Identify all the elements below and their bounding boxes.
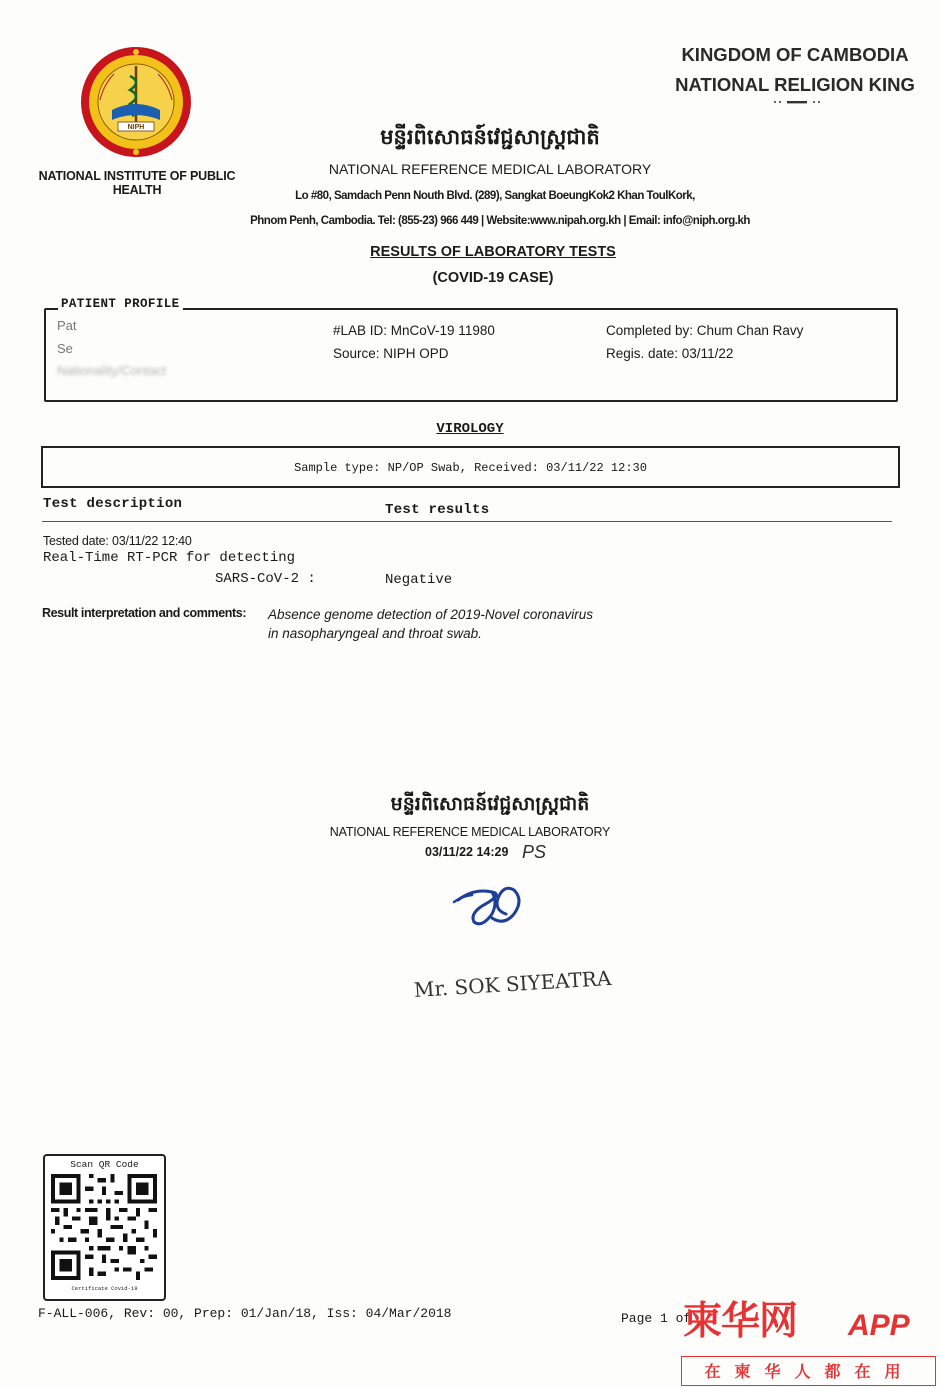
watermark-slogan: 在柬华人都在用 [704, 1364, 915, 1381]
test-description-header: Test description [43, 496, 183, 512]
address-line-1: Lo #80, Samdach Penn Nouth Blvd. (289), Sangkat BoeungKok2 Khan ToulKork, [295, 190, 695, 202]
kingdom-line-2: NATIONAL RELIGION KING [675, 74, 915, 95]
registration-date: Regis. date: 03/11/22 [606, 346, 734, 361]
ornament-divider-icon [771, 99, 823, 105]
test-result: Negative [385, 572, 453, 588]
patient-sex-label: Se [57, 341, 73, 356]
signature-icon [452, 878, 530, 932]
address-line-2: Phnom Penh, Cambodia. Tel: (855-23) 966 449 | Website:www.nipah.org.kh | Email: info@niph.org.kh [250, 215, 750, 227]
kingdom-line-1: KINGDOM OF CAMBODIA [681, 44, 909, 65]
lab-name: NATIONAL REFERENCE MEDICAL LABORATORY [328, 161, 652, 177]
signer-name: Mr. SOK SIYEATRA [413, 965, 612, 1002]
patient-name-label: Pat [57, 318, 77, 333]
watermark-app: APP [848, 1309, 910, 1342]
virology-heading: VIROLOGY [436, 421, 504, 437]
patient-nationality-label: Nationality/Contact [57, 363, 167, 378]
sample-type: Sample type: NP/OP Swab, Received: 03/11/22 12:30 [294, 461, 647, 475]
header-divider [42, 521, 892, 522]
signoff-lab-khmer: មន្ទីរពិសោធន៍វេជ្ជសាស្ត្រជាតិ [390, 793, 590, 815]
patient-profile-legend: PATIENT PROFILE [58, 297, 183, 311]
test-name-line-2: SARS-CoV-2 : [215, 571, 316, 587]
interpretation-line-2: in nasopharyngeal and throat swab. [268, 626, 482, 641]
qr-code-icon[interactable] [51, 1174, 157, 1280]
signoff-lab-name: NATIONAL REFERENCE MEDICAL LABORATORY [329, 825, 611, 839]
interpretation-line-1: Absence genome detection of 2019-Novel coronavirus [268, 607, 593, 622]
report-subtitle: (COVID-19 CASE) [432, 270, 554, 286]
watermark-brand: 柬华网 [683, 1300, 798, 1343]
qr-caption: Certificate Covid-19 [71, 1285, 138, 1292]
niph-logo [78, 44, 194, 160]
lab-id: #LAB ID: MnCoV-19 11980 [333, 323, 495, 338]
interpretation-label: Result interpretation and comments: [42, 606, 247, 620]
signoff-initials: PS [522, 842, 547, 862]
test-name-line-1: Real-Time RT-PCR for detecting [43, 550, 296, 566]
lab-name-khmer: មន្ទីរពិសោធន៍វេជ្ជសាស្ត្រជាតិ [380, 124, 600, 149]
institute-name: NATIONAL INSTITUTE OF PUBLIC HEALTH [38, 169, 236, 197]
test-results-header: Test results [385, 502, 490, 518]
logo-text: NIPH [127, 124, 145, 131]
completed-by: Completed by: Chum Chan Ravy [606, 323, 804, 338]
page-number: Page 1 of [621, 1311, 692, 1326]
tested-date: Tested date: 03/11/22 12:40 [43, 534, 192, 548]
form-code: F-ALL-006, Rev: 00, Prep: 01/Jan/18, Iss: 04/Mar/2018 [38, 1306, 452, 1321]
kingdom-heading [640, 40, 940, 100]
qr-title: Scan QR Code [70, 1159, 139, 1170]
sample-source: Source: NIPH OPD [333, 346, 449, 361]
report-title: RESULTS OF LABORATORY TESTS [370, 244, 616, 260]
signoff-datetime: 03/11/22 14:29 [425, 845, 509, 859]
